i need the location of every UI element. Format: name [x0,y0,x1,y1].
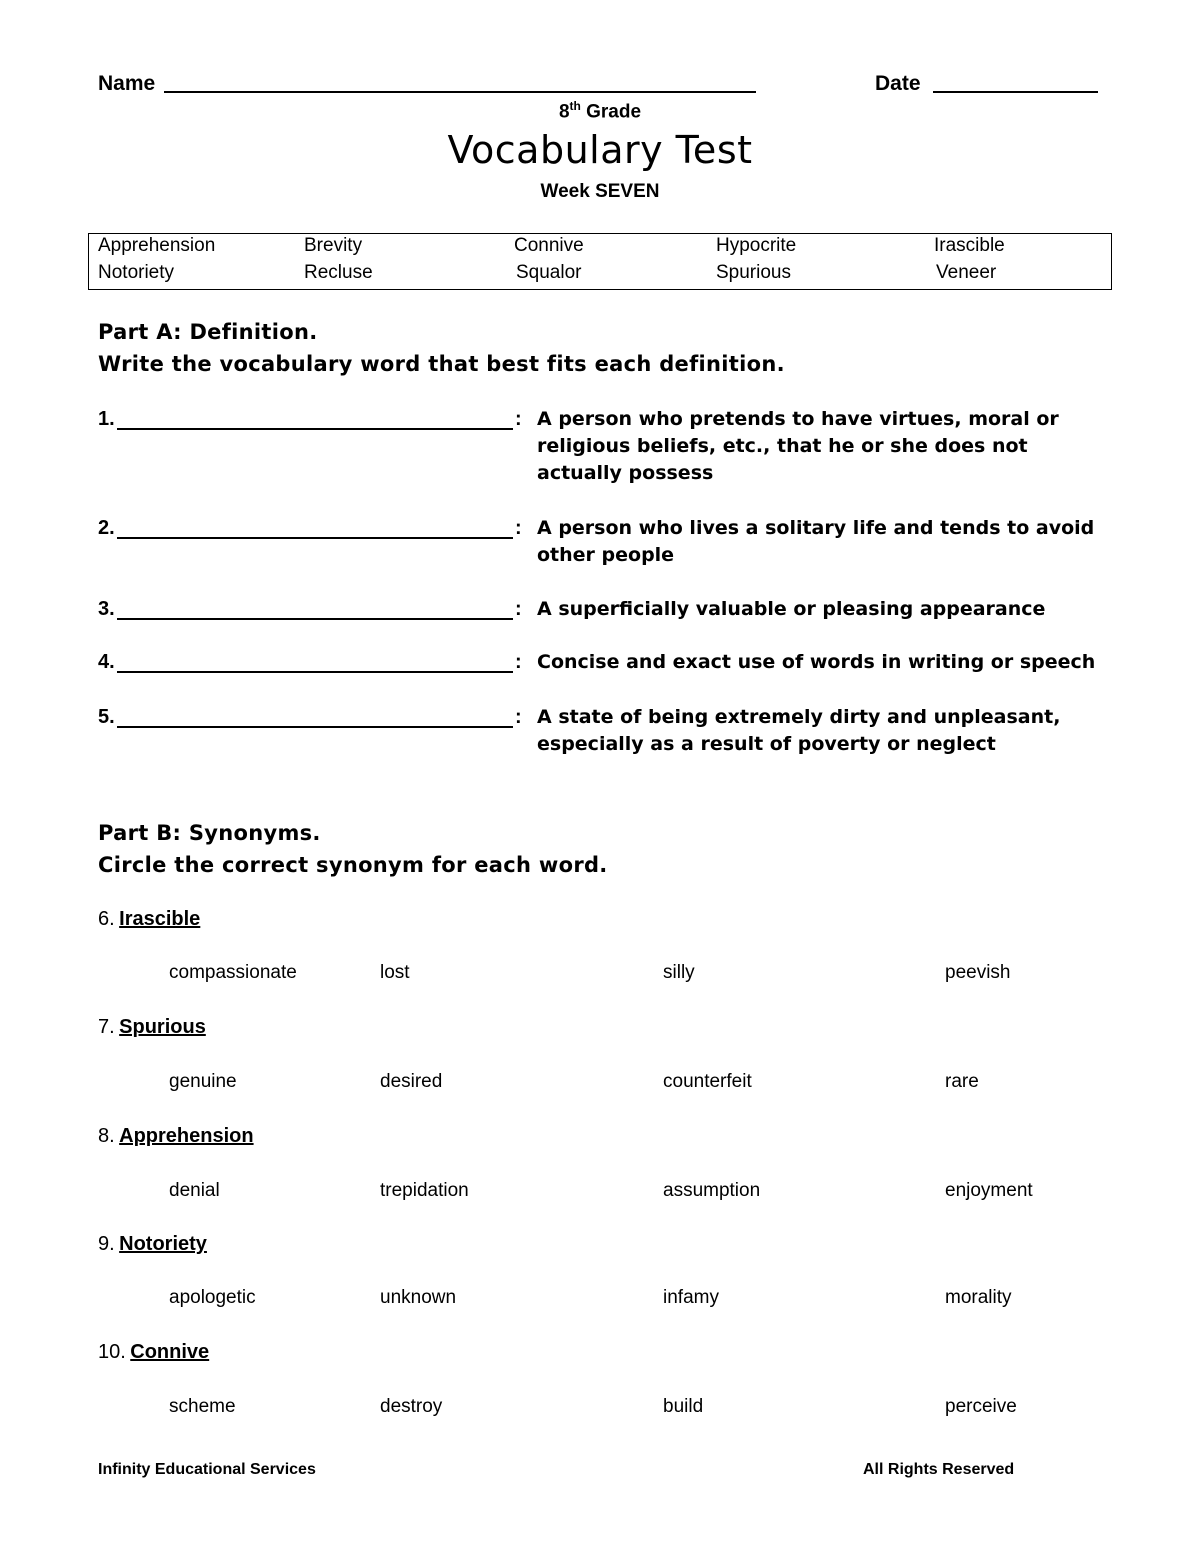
question-word: Connive [130,1341,210,1363]
colon: : [515,408,522,430]
definition-text: A person who lives a solitary life and tends to avoid other people [537,517,1095,566]
footer-rights: All Rights Reserved [863,1461,1015,1478]
grade-suffix: th [569,99,581,113]
question-number: 10. [98,1341,126,1363]
synonym-option[interactable]: apologetic [169,1287,256,1308]
colon: : [515,706,522,728]
word-bank-item: Connive [514,235,584,256]
synonym-option[interactable]: rare [945,1071,979,1092]
name-line[interactable] [164,91,756,93]
synonym-option[interactable]: scheme [169,1396,236,1417]
synonym-question [98,1016,206,1039]
date-label: Date [875,72,921,95]
synonym-option[interactable]: compassionate [169,962,297,983]
question-number: 9. [98,1233,115,1255]
question-number: 6. [98,908,115,930]
name-label: Name [98,72,156,95]
colon: : [515,598,522,620]
footer-publisher: Infinity Educational Services [98,1461,316,1478]
colon: : [515,651,522,673]
answer-line-5[interactable] [117,726,513,728]
synonym-option[interactable]: build [663,1396,704,1417]
word-bank-item: Brevity [304,235,363,256]
answer-line-2[interactable] [117,537,513,539]
question-word: Irascible [119,908,201,930]
week-label: Week SEVEN [540,181,660,202]
synonym-option[interactable]: enjoyment [945,1180,1033,1201]
word-bank-item: Squalor [516,262,582,283]
definition-number: 2. [98,517,115,539]
synonym-option[interactable]: desired [380,1071,443,1092]
word-bank-item: Veneer [936,262,997,283]
word-bank [88,233,1112,290]
part-a-heading: Part A: Definition. [98,320,318,344]
question-number: 8. [98,1125,115,1147]
definition-number: 4. [98,651,115,673]
word-bank-item: Spurious [716,262,791,283]
definition-text: Concise and exact use of words in writing or speech [537,651,1096,673]
answer-line-4[interactable] [117,671,513,673]
synonym-option[interactable]: infamy [663,1287,719,1308]
definition-number: 5. [98,706,115,728]
question-word: Notoriety [119,1233,207,1255]
date-line[interactable] [933,91,1098,93]
word-bank-item: Recluse [304,262,373,283]
question-word: Apprehension [119,1125,254,1147]
answer-line-3[interactable] [117,618,513,620]
definition-text: A state of being extremely dirty and unpleasant, especially as a result of poverty or neglect [537,706,1061,755]
word-bank-item: Irascible [934,235,1005,256]
synonym-question [98,1341,209,1364]
definition-number: 1. [98,408,115,430]
synonym-option[interactable]: counterfeit [663,1071,752,1092]
grade-level [0,99,1200,123]
word-bank-item: Notoriety [98,262,175,283]
synonym-question [98,1233,207,1256]
synonym-option[interactable]: trepidation [380,1180,469,1201]
question-word: Spurious [119,1016,206,1038]
synonym-option[interactable]: genuine [169,1071,237,1092]
definition-text: A superficially valuable or pleasing appearance [537,598,1046,620]
definition-number: 3. [98,598,115,620]
synonym-option[interactable]: unknown [380,1287,457,1308]
part-b-heading: Part B: Synonyms. [98,821,321,845]
definition-text: A person who pretends to have virtues, moral or religious beliefs, etc., that he or she does not actually possess [537,408,1059,484]
synonym-option[interactable]: morality [945,1287,1012,1308]
grade-word: Grade [586,101,642,123]
synonym-option[interactable]: destroy [380,1396,443,1417]
page-title: Vocabulary Test [447,128,753,172]
synonym-question [98,1125,254,1148]
synonym-option[interactable]: lost [380,962,410,983]
part-a-instruction: Write the vocabulary word that best fits each definition. [98,352,785,376]
synonym-option[interactable]: peevish [945,962,1011,983]
word-bank-item: Apprehension [98,235,216,256]
synonym-question [98,908,200,931]
part-b-instruction: Circle the correct synonym for each word. [98,853,608,877]
synonym-option[interactable]: denial [169,1180,220,1201]
colon: : [515,517,522,539]
answer-line-1[interactable] [117,428,513,430]
grade-number: 8 [558,101,570,123]
synonym-option[interactable]: silly [663,962,695,983]
question-number: 7. [98,1016,115,1038]
synonym-option[interactable]: assumption [663,1180,761,1201]
word-bank-item: Hypocrite [716,235,797,256]
synonym-option[interactable]: perceive [945,1396,1017,1417]
